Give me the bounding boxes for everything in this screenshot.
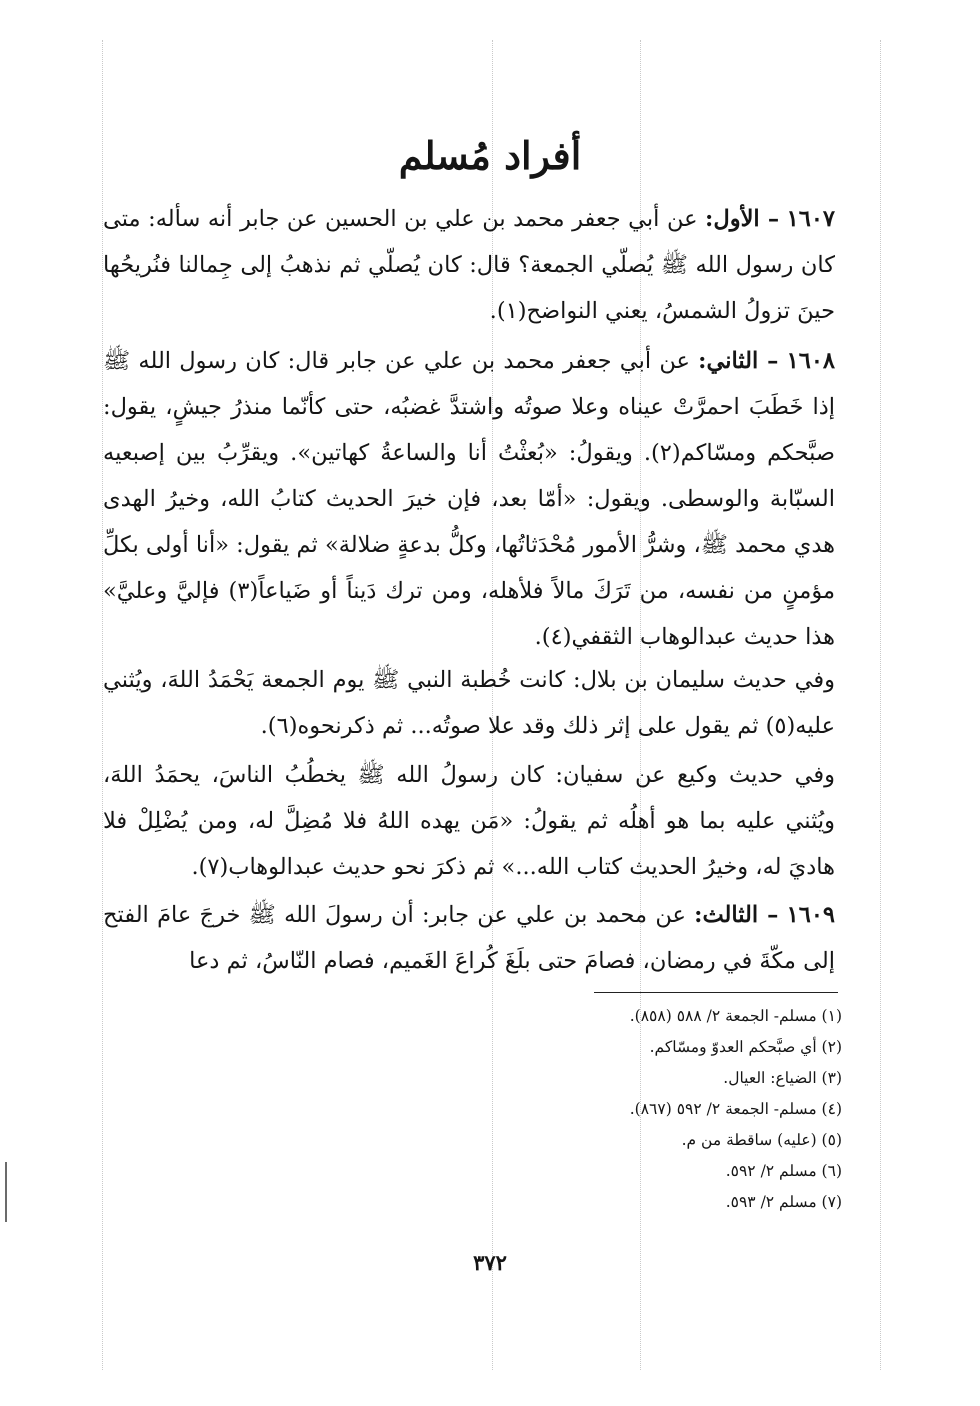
hadith-text: عن محمد بن علي عن جابر: أن رسولَ الله ﷺ خرجَ عامَ الفتح إلى مكّةَ في رمضان، فصامَ حتى بلَغَ كُراعَ الغَميم، فصام النّاسُ، ثم دعا xyxy=(103,902,835,974)
footnote-item: (٦) مسلم ٢/ ٥٩٢. xyxy=(725,1162,842,1180)
footnote-item: (٥) (عليه) ساقطة من م. xyxy=(681,1131,842,1149)
scan-fold-line xyxy=(880,40,881,1370)
hadith-1609: ١٦٠٩ – الثالث: عن محمد بن علي عن جابر: أن رسولَ الله ﷺ خرجَ عامَ الفتح إلى مكّةَ في رمضان، فصامَ حتى بلَغَ كُراعَ الغَميم، فصام النّاسُ، ثم دعا xyxy=(103,902,835,974)
hadith-text: عن أبي جعفر محمد بن علي بن الحسين عن جابر أنه سأله: متى كان رسول الله ﷺ يُصلّي الجمعة؟ قال: كان يُصلّي ثم نذهبُ إلى جِمالنا فنُريحُها حينَ تزولُ الشمسُ، يعني النواضح(١). xyxy=(103,206,835,324)
narration-waki xyxy=(103,752,835,890)
footnote-item: (١) مسلم- الجمعة ٢/ ٥٨٨ (٨٥٨). xyxy=(629,1007,842,1025)
footnote-item: (٧) مسلم ٢/ ٥٩٣. xyxy=(725,1193,842,1211)
hadith-text: عن أبي جعفر محمد بن علي عن جابر قال: كان رسول الله ﷺ إذا خَطَبَ احمرَّتْ عيناه وعلا صوتُه واشتدَّ غضبُه، حتى كأنّما منذرُ جيشٍ، يقول: صبَّحكم ومسّاكم(٢). ويقولُ: «بُعثْتُ أنا والساعةُ كهاتين». ويقرِّبُ بين إصبعيه السبّابة والوسطى. ويقول: «أمّا بعد، فإن خيرَ الحديث كتابُ الله، وخيرُ الهدى هدي محمد ﷺ، وشرُّ الأمور مُحْدَثاتُها، وكلُّ بدعةٍ ضلالة» ثم يقول: «أنا أولى بكلِّ مؤمنٍ من نفسه، من تَرَكَ مالاً فلأهله، ومن ترك دَيناً أو ضَياعاً(٣) فإليَّ وعليَّ» هذا حديث عبدالوهاب الثقفي(٤). xyxy=(103,348,835,650)
hadith-number: ١٦٠٨ xyxy=(786,348,835,374)
scan-edge-mark xyxy=(5,1162,7,1222)
footnote-item: (٢) أي صبَّحكم العدوّ ومسّاكم. xyxy=(649,1038,842,1056)
page-number: ٣٧٢ xyxy=(473,1250,507,1275)
footnotes xyxy=(512,1001,842,1218)
hadith-number: ١٦٠٩ xyxy=(786,902,835,928)
footnote-item: (٤) مسلم- الجمعة ٢/ ٥٩٢ (٨٦٧). xyxy=(629,1100,842,1118)
hadith-label: الأول: xyxy=(705,206,760,232)
hadith-1608: ١٦٠٨ – الثاني: عن أبي جعفر محمد بن علي عن جابر قال: كان رسول الله ﷺ إذا خَطَبَ احمرَّتْ عيناه وعلا صوتُه واشتدَّ غضبُه، حتى كأنّما منذرُ جيشٍ، يقول: صبَّحكم ومسّاكم(٢). ويقولُ: «بُعثْتُ أنا والساعةُ كهاتين». ويقرِّبُ بين إصبعيه السبّابة والوسطى. ويقول: «أمّا بعد، فإن خيرَ الحديث كتابُ الله، وخيرُ الهدى هدي محمد ﷺ، وشرُّ الأمور مُحْدَثاتُها، وكلُّ بدعةٍ ضلالة» ثم يقول: «أنا أولى بكلِّ مؤمنٍ من نفسه، من تَرَكَ مالاً فلأهله، ومن ترك دَيناً أو ضَياعاً(٣) فإليَّ وعليَّ» هذا حديث عبدالوهاب الثقفي(٤). xyxy=(103,348,835,650)
page-title: أفراد مُسلم xyxy=(398,133,582,178)
hadith-1607: ١٦٠٧ – الأول: عن أبي جعفر محمد بن علي بن الحسين عن جابر أنه سأله: متى كان رسول الله ﷺ يُصلّي الجمعة؟ قال: كان يُصلّي ثم نذهبُ إلى جِمالنا فنُريحُها حينَ تزولُ الشمسُ، يعني النواضح(١). xyxy=(103,206,835,324)
footnote-separator xyxy=(594,992,838,993)
hadith-label: الثاني: xyxy=(698,348,759,374)
hadith-number: ١٦٠٧ xyxy=(786,206,835,232)
narration-text: وفي حديث سليمان بن بلال: كانت خُطبة النبي ﷺ يوم الجمعة يَحْمَدُ اللهَ، ويُثني عليه(٥) ثم يقول على إثر ذلك وقد علا صوتُه... ثم ذكرنحوه(٦). xyxy=(103,667,835,739)
narration-sulayman xyxy=(103,657,835,749)
hadith-label: الثالث: xyxy=(694,902,759,928)
footnote-item: (٣) الضياع: العيال. xyxy=(723,1069,842,1087)
narration-text: وفي حديث وكيع عن سفيان: كان رسولُ الله ﷺ يخطُبُ الناسَ، يحمَدُ اللهَ، ويُثني عليه بما هو أهلُه ثم يقولُ: «مَن يهده اللهُ فلا مُضِلَّ له، ومن يُضْلِلْ فلا هاديَ له، وخيرُ الحديث كتاب الله...» ثم ذكرَ نحو حديث عبدالوهاب(٧). xyxy=(103,762,835,880)
